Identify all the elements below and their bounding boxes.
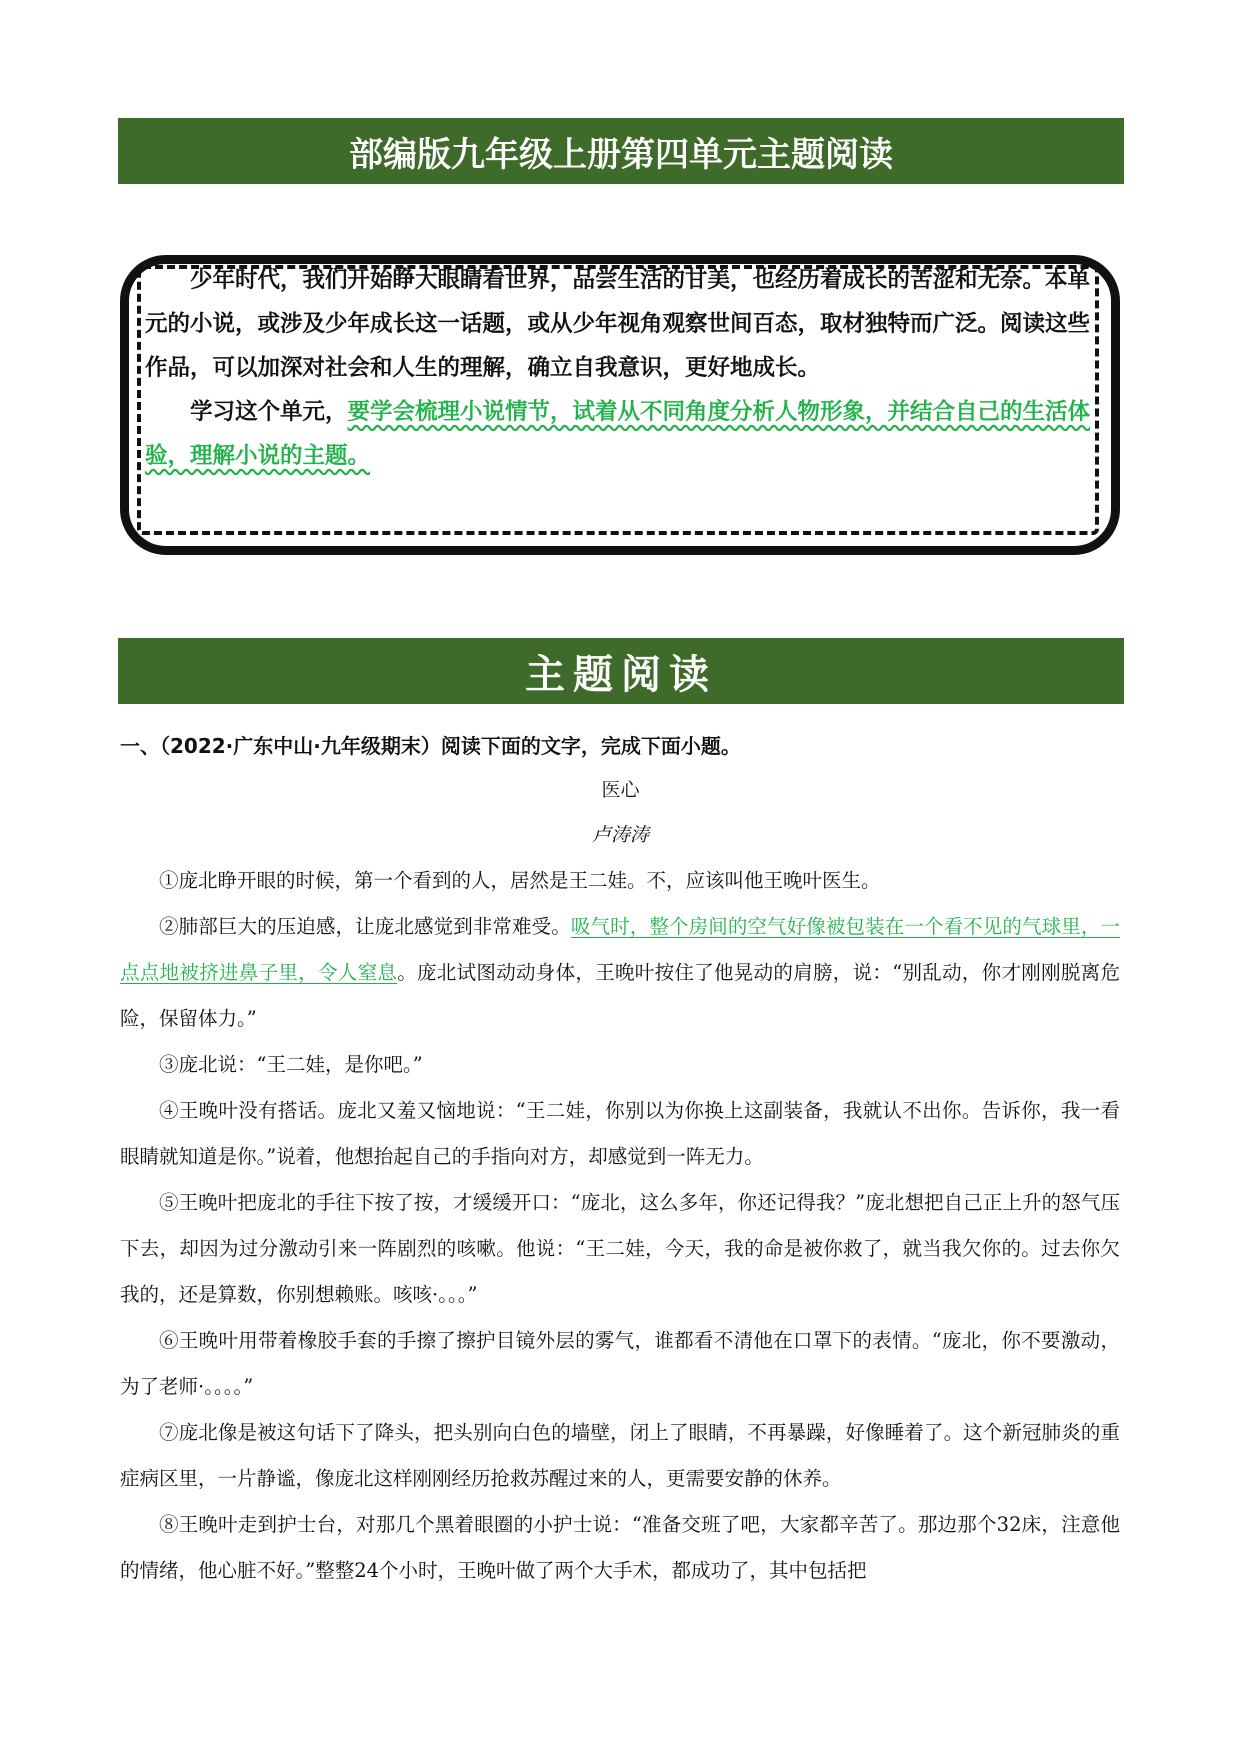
article-paragraph-1: ①庞北睁开眼的时候，第一个看到的人，居然是王二娃。不，应该叫他王晚叶医生。 <box>159 869 881 892</box>
section-title-banner <box>118 638 1124 704</box>
article-highlight: 吸气时，整个房间的空气好像被包装在一个看不见的气球里，一点点地被挤进鼻子里，令人窒息 <box>120 915 1120 984</box>
intro-paragraph-2-lead: 学习这个单元， <box>190 399 348 425</box>
section-title: 主题阅读 <box>525 651 717 698</box>
intro-highlight: 要学会梳理小说情节，试着从不同角度分析人物形象，并结合自己的生活体验，理解小说的主题。 <box>145 399 1091 469</box>
article-paragraph-5: ⑤王晚叶把庞北的手往下按了按，才缓缓开口：“庞北，这么多年，你还记得我？”庞北想把自己正上升的怒气压下去，却因为过分激动引来一阵剧烈的咳嗽。他说：“王二娃，今天，我的命是被你救了，就当我欠你的。过去你欠我的，还是算数，你别想赖账。咳咳·。。。” <box>120 1191 1120 1306</box>
question-prompt: 一、（2022·广东中山·九年级期末）阅读下面的文字，完成下面小题。 <box>120 734 741 758</box>
intro-text <box>145 258 1105 478</box>
article-paragraph-3: ③庞北说：“王二娃，是你吧。” <box>159 1053 423 1076</box>
article-paragraph-2-lead: ②肺部巨大的压迫感，让庞北感觉到非常难受。 <box>159 915 571 938</box>
article-paragraph-2 <box>120 904 1120 1042</box>
intro-paragraph-1: 少年时代，我们开始睁大眼睛看世界，品尝生活的甘美，也经历着成长的苦涩和无奈。本单元的小说，或涉及少年成长这一话题，或从少年视角观察世间百态，取材独特而广泛。阅读这些作品，可以加深对社会和人生的理解，确立自我意识，更好地成长。 <box>145 267 1091 381</box>
article-paragraph-8: ⑧王晚叶走到护士台，对那几个黑着眼圈的小护士说：“准备交班了吧，大家都辛苦了。那边那个32床，注意他的情绪，他心脏不好。”整整24个小时，王晚叶做了两个大手术，都成功了，其中包括把 <box>120 1513 1120 1582</box>
article-title: 医心 <box>601 779 640 801</box>
article-paragraph-2-tail: 。庞北试图动动身体，王晚叶按住了他晃动的肩膀，说：“别乱动，你才刚刚脱离危险，保留体力。” <box>120 961 1120 1030</box>
article-paragraph-4: ④王晚叶没有搭话。庞北又羞又恼地说：“王二娃，你别以为你换上这副装备，我就认不出你。告诉你，我一看眼睛就知道是你。”说着，他想抬起自己的手指向对方，却感觉到一阵无力。 <box>120 1099 1120 1168</box>
article-paragraph-6: ⑥王晚叶用带着橡胶手套的手擦了擦护目镜外层的雾气，谁都看不清他在口罩下的表情。“庞北，你不要激动，为了老师·。。。。” <box>120 1329 1120 1398</box>
page-title: 部编版九年级上册第四单元主题阅读 <box>349 134 893 175</box>
article-paragraph-7: ⑦庞北像是被这句话下了降头，把头别向白色的墙壁，闭上了眼睛，不再暴躁，好像睡着了。这个新冠肺炎的重症病区里，一片静谧，像庞北这样刚刚经历抢救苏醒过来的人，更需要安静的休养。 <box>120 1421 1120 1490</box>
article-body <box>120 858 1120 1594</box>
article-author: 卢涛涛 <box>591 824 649 846</box>
intro-paragraph-2 <box>145 390 1105 478</box>
page-title-banner <box>118 118 1124 184</box>
